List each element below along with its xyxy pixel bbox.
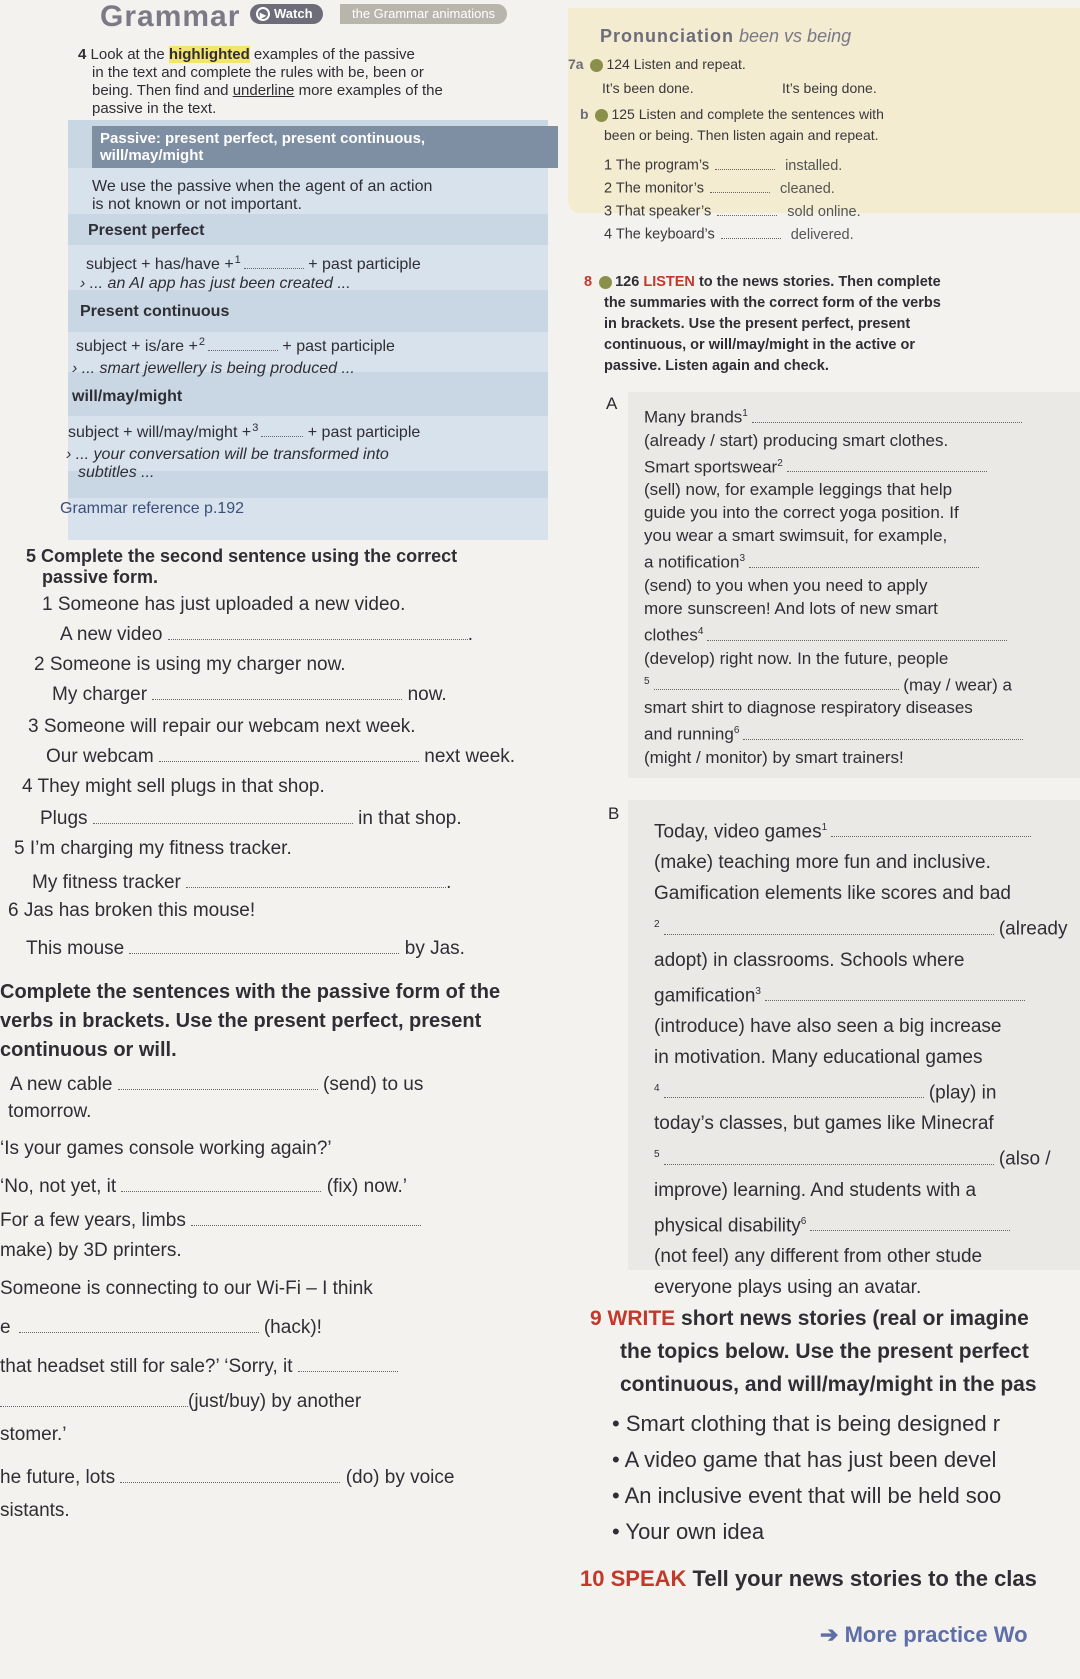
ex6-line: For a few years, limbs [0,1206,421,1232]
answer-blank[interactable] [118,1070,318,1090]
ex5-item-3-answer: Our webcam next week. [46,742,515,768]
rule-present-perfect: subject + has/have +$^1$ + past participle [86,253,421,273]
heading-present-continuous: Present continuous [80,303,230,320]
watch-button[interactable]: ▶ Watch [250,4,323,24]
answer-blank[interactable] [787,454,987,472]
ex6-line: A new cable (send) to us [10,1070,423,1096]
ex5-item-3-sentence: 3 Someone will repair our webcam next week. [28,716,416,737]
pron-sentence-3: 3 That speaker’s sold online. [604,200,861,220]
answer-blank[interactable] [749,550,979,568]
topic-item: • Your own idea [612,1514,1001,1550]
ex7b-instructions: b 125 Listen and complete the sentences with [580,106,884,122]
watch-animations-label[interactable]: the Grammar animations [340,4,507,24]
ex4-line1: 4 Look at the highlighted examples of the passive [78,46,415,63]
audio-icon[interactable] [599,276,612,289]
ex5-item-2-sentence: 2 Someone is using my charger now. [34,654,346,675]
ex7a-example-1: It’s been done. [602,80,694,96]
topic-item: • Smart clothing that is being designed r [612,1406,1001,1442]
topic-item: • An inclusive event that will be held soo [612,1478,1001,1514]
arrow-right-icon: ➔ [820,1622,839,1647]
answer-blank[interactable] [121,1172,321,1192]
answer-blank[interactable] [93,804,353,824]
more-practice-link[interactable]: ➔ More practice Wo [820,1622,1028,1647]
ex5-item-5-sentence: 5 I’m charging my fitness tracker. [14,838,292,859]
pron-sentence-2: 2 The monitor’s cleaned. [604,177,835,197]
ex6-line: that headset still for sale?’ ‘Sorry, it [0,1352,398,1378]
answer-blank[interactable] [810,1211,1010,1231]
heading-will-may-might: will/may/might [72,388,183,405]
answer-blank[interactable] [168,620,468,640]
ex6-line: tomorrow. [8,1101,92,1122]
answer-blank[interactable] [765,981,1025,1001]
answer-blank[interactable] [159,742,419,762]
story-a-label: A [606,394,618,413]
ex6-line: ‘Is your games console working again?’ [0,1138,332,1159]
pronunciation-heading: Pronunciation been vs being [600,26,852,46]
ex9-topics [612,1406,1001,1550]
ex6-line: make) by 3D printers. [0,1240,182,1261]
ex10-instructions: 10 SPEAK Tell your news stories to the clas [580,1566,1037,1591]
rule-will-may-might: subject + will/may/might +$^3$ + past participle [68,421,421,441]
answer-blank[interactable] [707,623,1007,641]
play-icon: ▶ [256,7,270,21]
ex6-line: stomer.’ [0,1424,67,1445]
ex9-instructions: 9 WRITE short news stories (real or imagine the topics below. Use the present perfect continuous, and will/may/might in the pas [590,1307,1037,1396]
ex5-item-1-sentence: 1 Someone has just uploaded a new video. [42,594,406,615]
ex6-instructions: Complete the sentences with the passive form of the verbs in brackets. Use the present perfect, present continuous or will. [0,981,501,1061]
answer-blank[interactable] [129,934,399,954]
answer-blank[interactable] [191,1206,421,1226]
ex4-line3: being. Then find and underline more examples of the [92,82,443,99]
grammar-intro: We use the passive when the agent of an action is not known or not important. [92,178,433,213]
topic-item: • A video game that has just been devel [612,1442,1001,1478]
ex6-line: he future, lots (do) by voice [0,1463,454,1489]
ex6-line: (just/buy) by another [0,1387,361,1413]
answer-blank[interactable] [664,915,994,935]
audio-icon[interactable] [590,59,603,72]
ex5-item-2-answer: My charger now. [52,680,447,706]
ex7a-example-2: It’s being done. [782,80,877,96]
answer-blank[interactable] [120,1463,340,1483]
pron-sentence-1: 1 The program’s installed. [604,154,842,174]
story-a-text: Many brands$^1$ (already / start) producing smart clothes. Smart sportswear$^2$ (sell) now, for example leggings that help guide you into the correct yoga position. If you wear a smart swimsuit, for example, a notification$^3$ (send) to you when you need to apply more sunscreen! And lots of new smart clothes$^4$ (develop) right now. In the future, people $^5$ (may / wear) a smart shirt to diagnose respiratory diseases and running$^6$ (might / monitor) by smart trainers! [644,402,1074,769]
answer-blank[interactable] [186,868,446,888]
answer-blank[interactable] [0,1387,188,1407]
heading-present-perfect: Present perfect [88,222,205,239]
answer-blank[interactable] [710,177,770,193]
ex6-line: sistants. [0,1500,70,1521]
answer-blank[interactable] [743,722,1023,740]
grammar-box-header: Passive: present perfect, present continuous, will/may/might [92,126,558,168]
example-present-perfect: › ... an AI app has just been created ... [80,275,351,292]
rule-present-continuous: subject + is/are +$^2$ + past participle [76,335,395,355]
story-b-label: B [608,804,620,823]
pron-sentence-4: 4 The keyboard’s delivered. [604,223,854,243]
ex5-item-5-answer: My fitness tracker . [32,868,451,894]
answer-blank[interactable] [831,817,1031,837]
story-b-text: Today, video games$^1$ (make) teaching more fun and inclusive. Gamification elements like scores and bad $^2$ (already adopt) in classrooms. Schools where gamification$^3$ (introduce) have also seen a big increase in motivation. Many educational games $^4$ (play) in today’s classes, but games like Minecraf $^5$ (also / improve) learning. And students with a physical disability$^6$ (not feel) any different from other stude everyone plays using an avatar. [654,812,1080,1303]
answer-blank[interactable] [715,154,775,170]
answer-blank[interactable] [752,405,1022,423]
audio-icon[interactable] [595,109,608,122]
answer-blank[interactable] [664,1078,924,1098]
ex4-line4: passive in the text. [92,100,217,117]
answer-blank[interactable] [298,1352,398,1372]
grammar-reference-link[interactable]: Grammar reference p.192 [60,500,245,517]
ex7b-instructions-2: been or being. Then listen again and repeat. [604,127,879,143]
ex4-line2: in the text and complete the rules with be, been or [92,64,424,81]
ex5-item-6-sentence: 6 Jas has broken this mouse! [8,900,256,921]
answer-blank[interactable] [721,223,781,239]
section-title: Grammar [100,0,241,33]
ex6-line: Someone is connecting to our Wi-Fi – I think [0,1278,373,1299]
example-will-may-might: › ... your conversation will be transformed into subtitles ... [66,446,389,481]
ex6-line: ‘No, not yet, it (fix) now.’ [0,1172,407,1198]
ex5-item-4-answer: Plugs in that shop. [40,804,462,830]
ex5-item-1-answer: A new video . [60,620,473,646]
ex5-item-4-sentence: 4 They might sell plugs in that shop. [22,776,325,797]
ex8-instructions: 8 126 LISTEN to the news stories. Then complete the summaries with the correct form of the verbs in brackets. Use the present perfect, present continuous, or will/may/might in the active or passive. Listen again and check. [584,274,941,374]
ex5-instructions: 5 Complete the second sentence using the correct passive form. [26,546,458,587]
ex7a-instructions: 7a 124 Listen and repeat. [568,56,746,72]
ex6-line: e (hack)! [0,1313,322,1339]
answer-blank[interactable] [654,672,899,690]
answer-blank[interactable] [19,1313,259,1333]
answer-blank[interactable] [664,1145,994,1165]
answer-blank[interactable] [717,200,777,216]
example-present-continuous: › ... smart jewellery is being produced ... [72,360,355,377]
ex5-item-6-answer: This mouse by Jas. [26,934,465,960]
answer-blank[interactable] [152,680,402,700]
